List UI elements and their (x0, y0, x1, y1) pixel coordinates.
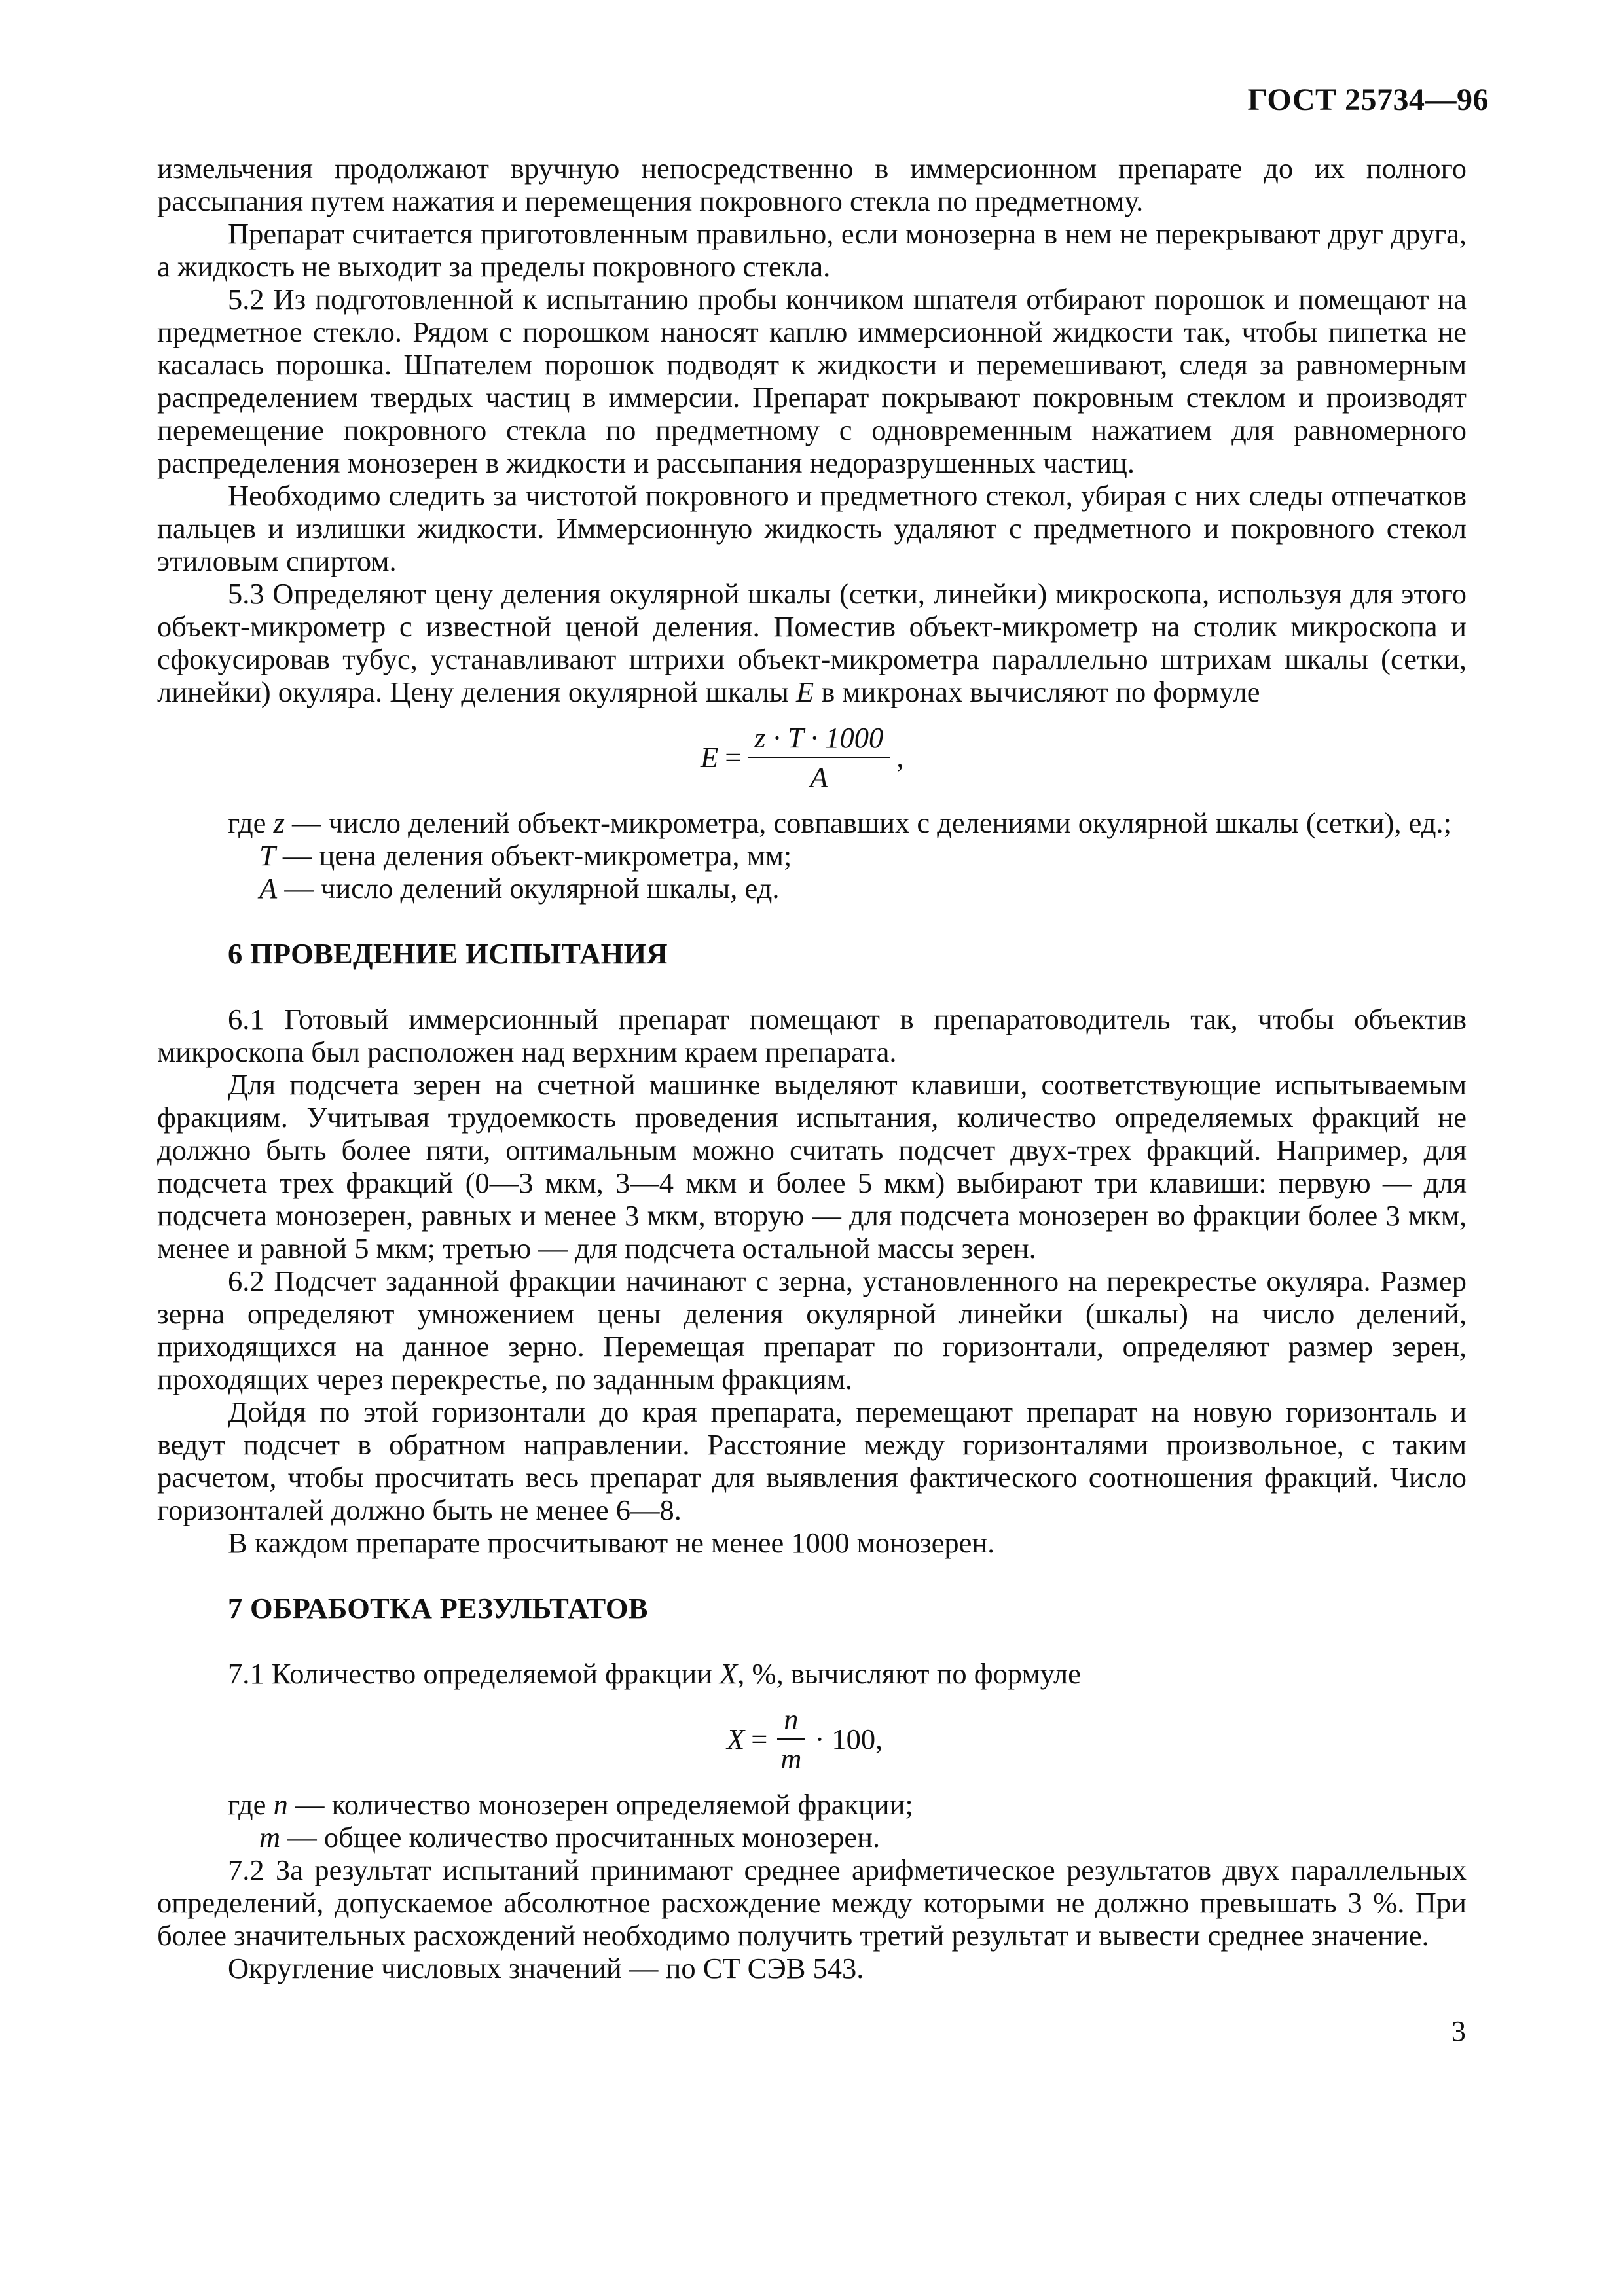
formula2-fraction (774, 1703, 808, 1775)
formula1-denominator: A (810, 761, 828, 793)
formula1-fraction (748, 721, 890, 793)
spacer (157, 970, 1467, 1003)
formula2-denominator: m (780, 1742, 802, 1775)
formula2-lhs: X (727, 1723, 745, 1755)
page-number: 3 (1451, 2015, 1466, 2047)
paragraph-5-3-tail: в микронах вычисляют по формуле (821, 675, 1260, 708)
variable-x: X (720, 1657, 738, 1690)
where-z (157, 806, 1467, 839)
paragraph-7-2: 7.2 За результат испытаний принимают среднее арифметическое результатов двух параллельных определений, допускаемое абсолютное расхождение между которыми не должно превышать 3 %. При более значительных расхождений необходимо получить третий результат и вывести среднее значение. (157, 1854, 1467, 1952)
paragraph-5-2: 5.2 Из подготовленной к испытанию пробы кончиком шпателя отбирают порошок и помещают на предметное стекло. Рядом с порошком наносят каплю иммерсионной жидкости так, чтобы пипетка не касалась порошка. Шпателем порошок подводят к жидкости и перемешивают, следя за равномерным распределением твердых частиц в иммерсии. Препарат покрывают покровным стеклом и производят перемещение покровного стекла по предметному с одновременным нажатием для равномерного распределения монозерен в жидкости и рассыпания недоразрушенных частиц. (157, 283, 1467, 479)
paragraph-7-1-text: 7.1 Количество определяемой фракции (228, 1657, 712, 1690)
where1-prefix: где (228, 806, 266, 839)
variable-e: E (795, 675, 814, 708)
formula1-lhs: E (701, 741, 719, 774)
where1-a-text: — число делений окулярной шкалы, ед. (284, 872, 780, 905)
paragraph-horizontal: Дойдя по этой горизонтали до края препарата, перемещают препарат на новую горизонталь и ведут подсчет в обратном направлении. Расстояние между горизонталями произвольное, с таким расчетом, чтобы просчитать весь препарат для выявления фактического соотношения фракций. Число горизонталей должно быть не менее 6—8. (157, 1395, 1467, 1526)
where2-prefix: где (228, 1788, 266, 1821)
where2-n-var: n (273, 1788, 288, 1821)
paragraph-6-1: 6.1 Готовый иммерсионный препарат помещают в препаратоводитель так, чтобы объектив микроскопа был расположен над верхним краем препарата. (157, 1003, 1467, 1068)
where1-z-var: z (273, 806, 285, 839)
where1-a-var: A (259, 872, 278, 905)
where2-m-text: — общее количество просчитанных монозерен. (287, 1821, 881, 1854)
where-n (157, 1788, 1467, 1821)
formula2-numerator: n (777, 1703, 805, 1740)
where2-n-text: — количество монозерен определяемой фракции; (295, 1788, 913, 1821)
formula-fraction-amount (157, 1690, 1467, 1788)
section-7-title: 7 ОБРАБОТКА РЕЗУЛЬТАТОВ (228, 1592, 648, 1624)
document-code-header: ГОСТ 25734—96 (1247, 82, 1489, 117)
paragraph-6-2: 6.2 Подсчет заданной фракции начинают с зерна, установленного на перекрестье окуляра. Размер зерна определяют умножением цены деления окулярной линейки (шкалы) на число делений, приходящихся на данное зерно. Перемещая препарат по горизонтали, определяют размер зерен, проходящих через перекрестье, по заданным фракциям. (157, 1265, 1467, 1395)
paragraph-preparation-check: Препарат считается приготовленным правильно, если монозерна в нем не перекрывают друг друга, а жидкость не выходит за пределы покровного стекла. (157, 217, 1467, 283)
paragraph-counting-keys: Для подсчета зерен на счетной машинке выделяют клавиши, соответствующие испытываемым фракциям. Учитывая трудоемкость проведения испытания, количество определяемых фракций не должно быть более пяти, оптимальным можно считать подсчет двух-трех фракций. Например, для подсчета трех фракций (0—3 мкм, 3—4 мкм и более 5 мкм) выбирают три клавиши: первую — для подсчета монозерен, равных и менее 3 мкм, вторую — для подсчета монозерен во фракции более 3 мкм, менее и равной 5 мкм; третью — для подсчета остальной массы зерен. (157, 1068, 1467, 1265)
paragraph-5-3-text: 5.3 Определяют цену деления окулярной шкалы (сетки, линейки) микроскопа, используя для этого объект-микрометр с известной ценой деления. Поместив объект-микрометр на столик микроскопа и сфокусировав тубус, устанавливают штрихи объект-микрометра параллельно штрихам шкалы (сетки, линейки) окуляра. Цену деления окулярной шкалы (157, 577, 1467, 708)
paragraph-rounding: Округление числовых значений — по СТ СЭВ 543. (228, 1952, 864, 1984)
where-t (157, 839, 1467, 872)
formula1-equals: = (725, 741, 742, 774)
where1-t-text: — цена деления объект-микрометра, мм; (282, 839, 792, 872)
where1-t-var: T (259, 839, 276, 872)
paragraph-continuation: измельчения продолжают вручную непосредственно в иммерсионном препарате до их полного рассыпания путем нажатия и перемещения покровного стекла по предметному. (157, 152, 1467, 217)
where2-m-var: m (259, 1821, 281, 1854)
paragraph-5-3 (157, 577, 1467, 708)
paragraph-count-min: В каждом препарате просчитывают не менее 1000 монозерен. (228, 1526, 995, 1559)
paragraph-7-1 (157, 1657, 1467, 1690)
where1-z-text: — число делений объект-микрометра, совпавших с делениями окулярной шкалы (сетки), ед.; (292, 806, 1451, 839)
where-m (157, 1821, 1467, 1854)
formula2-equals: = (751, 1723, 768, 1755)
spacer (157, 905, 1467, 937)
paragraph-7-1-tail: , %, вычисляют по формуле (737, 1657, 1081, 1690)
paragraph-glass-cleaning: Необходимо следить за чистотой покровного и предметного стекол, убирая с них следы отпечатков пальцев и излишки жидкости. Иммерсионную жидкость удаляют с предметного и покровного стекол этиловым спиртом. (157, 479, 1467, 577)
spacer (157, 1624, 1467, 1657)
formula-scale-division (157, 708, 1467, 806)
formula1-numerator: z · T · 1000 (748, 721, 890, 758)
document-body (157, 152, 1467, 1984)
formula2-rhs: · 100, (814, 1723, 883, 1755)
section-6-title: 6 ПРОВЕДЕНИЕ ИСПЫТАНИЯ (228, 937, 668, 970)
where-a (157, 872, 1467, 905)
spacer (157, 1559, 1467, 1592)
formula1-comma: , (896, 741, 904, 774)
